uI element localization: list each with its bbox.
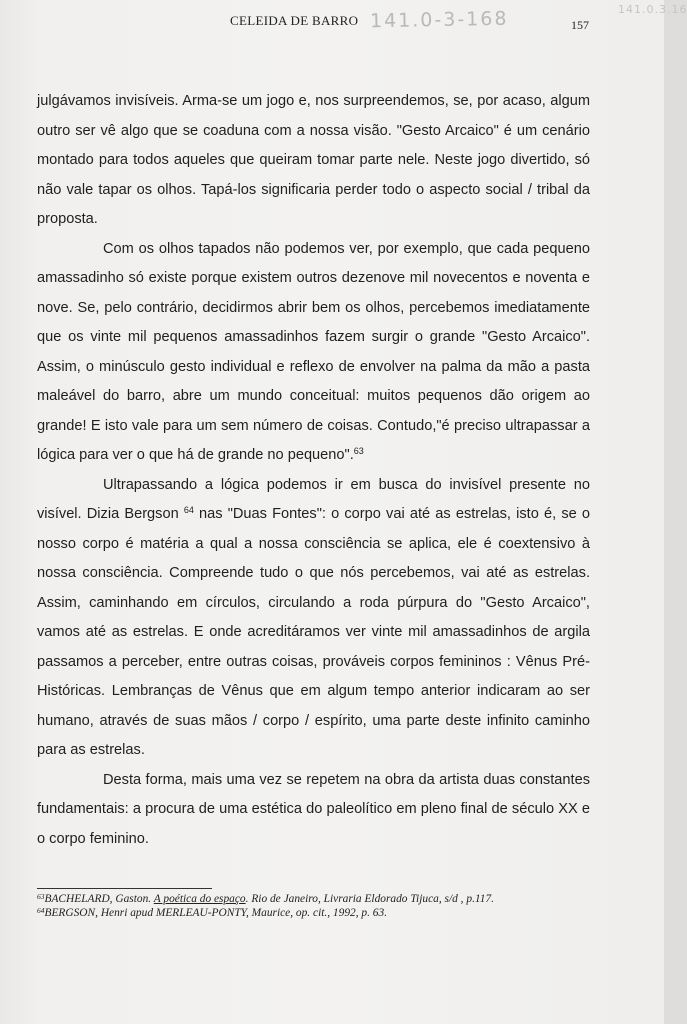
paragraph-text: julgávamos invisíveis. Arma-se um jogo e, nos surpreendemos, se, por acaso, algum outro ser vê algo que se coaduna com a nossa visão. "Gesto Arcaico" é um cenário montado para todos aqueles que queiram tomar parte nele. Neste jogo divertido, só não vale tapar os olhos. Tapá-los significaria perder todo o aspecto social / tribal da proposta. (37, 93, 590, 227)
footnotes (37, 893, 597, 920)
paragraph-1 (37, 87, 590, 235)
corner-pencil-annotation: 141.0.3.16 (618, 3, 687, 16)
running-title: CELEIDA DE BARRO (230, 13, 359, 28)
footnote-text: BERGSON, Henri apud MERLEAU-PONTY, Maurice, op. cit., 1992, p. 63. (44, 906, 388, 919)
paragraph-text: Com os olhos tapados não podemos ver, por exemplo, que cada pequeno amassadinho só existe porque existem outros dezenove mil novecentos e noventa e nove. Se, pelo contrário, decidirmos abrir bem os olhos, percebemos imediatamente que os vinte mil pequenos amassadinhos fazem surgir o grande "Gesto Arcaico". Assim, o minúsculo gesto individual e reflexo de envolver na palma da mão a pasta maleável do barro, abre um mundo conceitual: muitos pequenos dão origem ao grande! E isto vale para um sem número de coisas. Contudo,"é preciso ultrapassar a lógica para ver o que há de grande no pequeno". (37, 240, 590, 463)
footnote-number: 63 (37, 892, 45, 901)
pencil-annotation: 141.0-3-168 (369, 7, 509, 33)
footnote-divider (37, 888, 212, 889)
paragraph-2 (37, 235, 590, 471)
footnote-ref-63[interactable]: 63 (353, 446, 364, 456)
paragraph-text: nas "Duas Fontes": o corpo vai até as estrelas, isto é, se o nosso corpo é matéria a qual a nossa consciência se aplica, ele é coextensivo à nossa consciência. Compreende tudo o que nós percebemos, vai até as estrelas. Assim, caminhando em círculos, circulando a roda púrpura do "Gesto Arcaico", vamos até as estrelas. E onde acreditáramos ver vinte mil amassadinhos de argila passamos a perceber, entre outras coisas, prováveis corpos femininos : Vênus Pré-Históricas. Lembranças de Vênus que em algum tempo anterior indicaram ao ser humano, através de suas mãos / corpo / espírito, uma parte deste infinito caminho para as estrelas. (37, 506, 591, 758)
footnote-text: . Rio de Janeiro, Livraria Eldorado Tijuca, s/d , p.117. (245, 893, 494, 905)
body-text (37, 87, 590, 854)
paragraph-text: Desta forma, mais uma vez se repetem na obra da artista duas constantes fundamentais: a procura de uma estética do paleolítico em pleno final de século XX e o corpo feminino. (37, 771, 590, 847)
paragraph-4 (37, 766, 590, 855)
footnote-number: 64 (37, 905, 45, 915)
footnote-ref-64[interactable]: 64 (183, 505, 194, 515)
footnote-63 (37, 893, 597, 907)
paragraph-3 (37, 471, 590, 766)
footnote-book-title: A poética do espaço (153, 893, 246, 905)
page-number: 157 (571, 18, 589, 32)
paragraph-text: Ultrapassando a lógica podemos ir em busca do invisível presente no visível. Dizia Bergson (37, 476, 590, 522)
footnote-text: BACHELARD, Gaston. (44, 893, 154, 905)
footnote-64 (37, 907, 597, 921)
